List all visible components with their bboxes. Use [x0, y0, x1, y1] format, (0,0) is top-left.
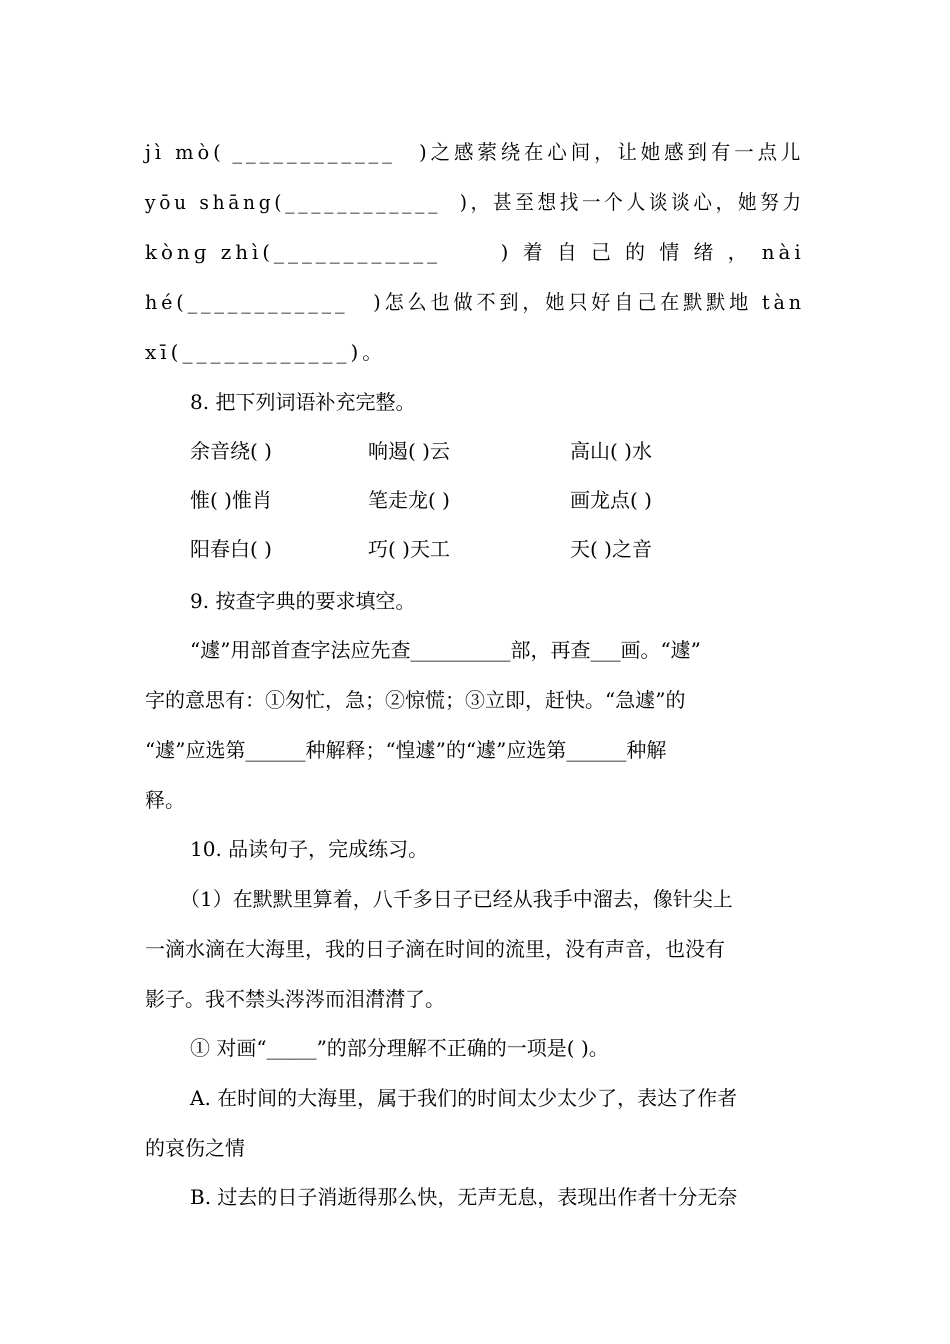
answer-blank[interactable]: ____________: [182, 340, 351, 364]
answer-blank[interactable]: ____________: [232, 140, 396, 164]
q8-idiom-grid: [190, 436, 750, 586]
idiom-item[interactable]: 高山( )水: [570, 439, 652, 463]
q9-line-1: “遽”用部首查字法应先查__________部，再查___画。“遽”: [190, 638, 701, 662]
q8-title: 8. 把下列词语补充完整。: [190, 390, 416, 414]
q10-passage-line-3: 影子。我不禁头涔涔而泪潸潸了。: [145, 987, 445, 1011]
option-a-line-1[interactable]: A. 在时间的大海里，属于我们的时间太少太少了，表达了作者: [190, 1086, 738, 1110]
idiom-item[interactable]: 天( )之音: [570, 537, 652, 561]
option-a-line-2: 的哀伤之情: [145, 1136, 245, 1160]
q9-title: 9. 按查字典的要求填空。: [190, 589, 416, 613]
q9-line-3: “遽”应选第______种解释；“惶遽”的“遽”应选第______种解: [145, 738, 667, 762]
idiom-item[interactable]: 余音绕( ): [190, 439, 272, 463]
q9-line-4: 释。: [145, 788, 185, 812]
answer-blank[interactable]: ____________: [285, 190, 442, 214]
idiom-item[interactable]: 响遏( )云: [368, 439, 450, 463]
option-b[interactable]: B. 过去的日子消逝得那么快，无声无息，表现出作者十分无奈: [190, 1185, 738, 1209]
pinyin-line-4: hé(____________ )怎么也做不到，她只好自己在默默地 tàn: [145, 290, 805, 314]
idiom-item[interactable]: 画龙点( ): [570, 488, 652, 512]
idiom-item[interactable]: 阳春白( ): [190, 537, 272, 561]
answer-blank[interactable]: ____________: [274, 240, 442, 264]
pinyin-line-3: kònɡ zhì(____________ ) 着 自 己 的 情 绪 ， nài: [145, 240, 805, 264]
q9-line-2: 字的意思有：①匆忙，急；②惊慌；③立即，赶快。“急遽”的: [145, 688, 686, 712]
pinyin-line-2: yōu shāng(____________ )，甚至想找一个人谈谈心，她努力: [145, 190, 805, 214]
idiom-item[interactable]: 惟( )惟肖: [190, 488, 272, 512]
pinyin-line-1: jì mò( ____________ )之感萦绕在心间，让她感到有一点儿: [145, 140, 805, 164]
idiom-item[interactable]: 巧( )天工: [368, 537, 450, 561]
answer-blank[interactable]: ____________: [187, 290, 349, 314]
q10-passage-line-2: 一滴水滴在大海里，我的日子滴在时间的流里，没有声音，也没有: [145, 937, 725, 961]
q10-passage-line-1: （1）在默默里算着，八千多日子已经从我手中溜去，像针尖上: [180, 887, 733, 911]
q10-sub-question-1: ① 对画“_____”的部分理解不正确的一项是( )。: [190, 1036, 609, 1060]
q10-title: 10. 品读句子，完成练习。: [190, 837, 429, 861]
pinyin-line-5: xī(____________)。: [145, 340, 387, 364]
idiom-item[interactable]: 笔走龙( ): [368, 488, 450, 512]
